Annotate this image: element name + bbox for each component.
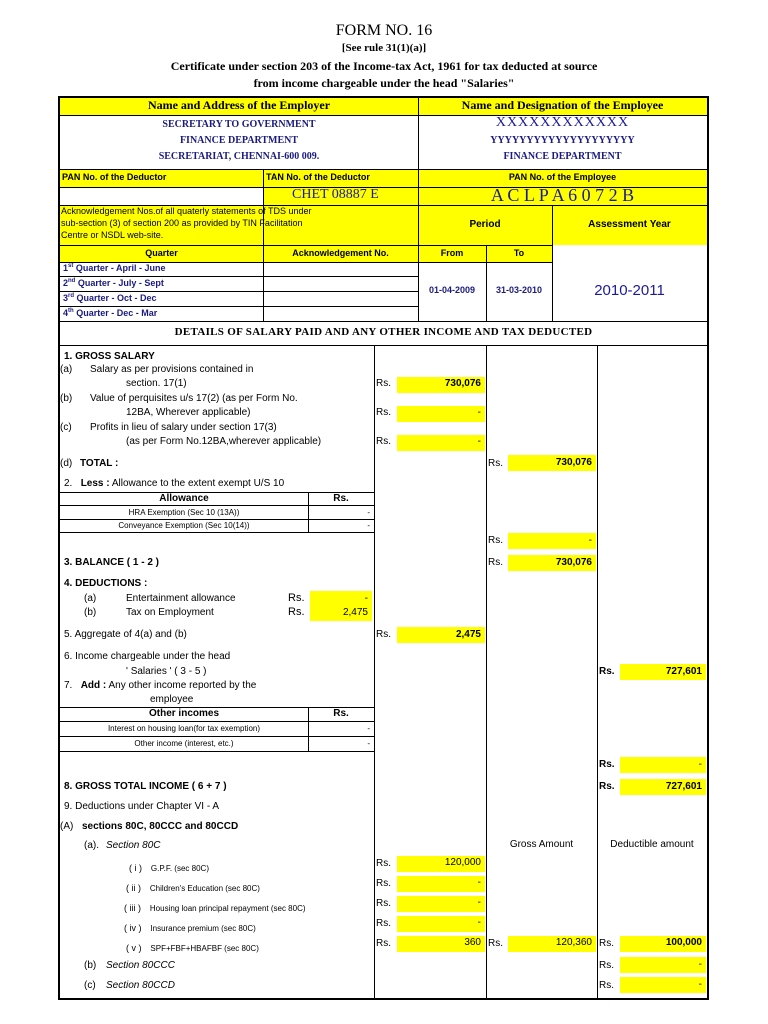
quarter-2: 2nd Quarter - July - Sept [63,278,164,288]
housing-interest-label: Interest on housing loan(for tax exemption) [107,724,261,733]
gross-amount-header: Gross Amount [509,839,574,850]
section-80ccd-label: Section 80CCD [106,980,175,991]
tax-on-employment-value: 2,475 [342,607,368,618]
other-incomes-header: Other incomes [148,708,220,719]
section-80ccd-marker: (c) [84,980,96,991]
pan-deductor-label: PAN No. of the Deductor [62,172,167,182]
rule [60,291,418,292]
allowance-rs-header: Rs. [333,493,349,504]
balance-label: 3. BALANCE ( 1 - 2 ) [64,557,160,568]
rs-label: Rs. [376,378,391,389]
rs-label: Rs. [376,407,391,418]
pan-employee-value: A C L P A 6 0 7 2 B [490,185,635,205]
rule [60,532,374,533]
salary-b-marker: (b) [60,393,73,404]
gpf-value: 120,000 [444,857,481,868]
tan-deductor-value: CHET 08887 E [292,187,379,202]
rule [60,276,418,277]
hra-exemption-value: - [367,508,370,517]
salary-b-line-2: 12BA, Wherever applicable) [126,407,251,418]
form-title: FORM NO. 16 [335,22,433,39]
employer-line-2: FINANCE DEPARTMENT [179,135,299,146]
rs-label: Rs. [488,938,503,949]
section-80ccd-value: - [698,979,702,990]
rs-label: Rs. [376,436,391,447]
rule [374,345,375,998]
deductions-label: 4. DEDUCTIONS : [64,578,148,589]
period-from-value: 01-04-2009 [428,285,476,295]
gross-total-income-label: 8. GROSS TOTAL INCOME ( 6 + 7 ) [64,781,227,792]
salary-b-line-1: Value of perquisites u/s 17(2) (as per Form No. [90,393,298,404]
pan-employee-label: PAN No. of the Employee [508,172,617,182]
income-chargeable-value: 727,601 [665,666,702,677]
childrens-education-value: - [477,877,481,888]
rule [60,245,552,246]
rs-label: Rs. [376,878,391,889]
ack-text-line-2: sub-section (3) of section 200 as provided by TIN Facilitation [61,218,303,228]
rs-label: Rs. [288,592,305,604]
employee-department: FINANCE DEPARTMENT [503,151,622,162]
insurance-premium-row: ( iv ) Insurance premium (sec 80C) [124,923,256,933]
income-chargeable-line-2: ' Salaries ' ( 3 - 5 ) [126,666,207,677]
allowance-total-value: - [588,535,592,546]
gross-total-income-value: 727,601 [665,781,702,792]
assessment-year-label: Assessment Year [588,219,671,230]
section-a-marker: (A) [60,821,74,832]
salary-c-marker: (c) [60,422,72,433]
ack-text-line-3: Centre or NSDL web-site. [61,230,164,240]
salary-a-line-1: Salary as per provisions contained in [90,364,254,375]
spf-row: ( v ) SPF+FBF+HBAFBF (sec 80C) [126,943,259,953]
rs-label: Rs. [488,535,503,546]
insurance-premium-value: - [477,917,481,928]
rule [60,721,374,722]
profits-value: - [477,436,481,447]
rs-label: Rs. [376,918,391,929]
income-chargeable-line-1: 6. Income chargeable under the head [64,651,231,662]
salary-a-marker: (a) [60,364,73,375]
rs-label: Rs. [488,458,503,469]
section-80ccc-marker: (b) [84,960,97,971]
gross-salary-label: 1. GROSS SALARY [64,351,155,362]
tax-on-employment-label: Tax on Employment [126,607,214,618]
spf-value: 360 [464,937,481,948]
chapter-6a-label: 9. Deductions under Chapter VI - A [64,801,220,812]
quarter-1: 1st Quarter - April - June [63,263,166,273]
section-80c-gross-total-value: 120,360 [555,937,592,948]
housing-loan-row: ( iii ) Housing loan principal repayment (sec 80C) [124,903,306,913]
salary-d-marker: (d) [60,458,73,469]
ack-no-label: Acknowledgement No. [292,248,389,258]
employer-label: Name and Address of the Employer [147,98,331,112]
assessment-year-value: 2010-2011 [594,282,665,299]
housing-interest-value: - [367,724,370,733]
add-line-2: employee [150,694,194,705]
other-incomes-rs-header: Rs. [333,708,349,719]
section-80c-80ccc-80ccd-label: sections 80C, 80CCC and 80CCD [82,821,239,832]
other-income-label: Other income (interest, etc.) [134,739,234,748]
allowance-header: Allowance [159,493,209,504]
to-label: To [513,248,525,258]
less-row: 2. Less : Allowance to the extent exempt U/S 10 [64,478,285,489]
details-title: DETAILS OF SALARY PAID AND ANY OTHER INCOME AND TAX DEDUCTED [174,326,593,338]
salary-c-line-2: (as per Form No.12BA,wherever applicable) [126,436,322,447]
deduction-b-marker: (b) [84,607,97,618]
form-rule: [See rule 31(1)(a)] [341,42,427,54]
salary-17-1-value: 730,076 [444,378,481,389]
perquisites-value: - [477,407,481,418]
conveyance-exemption-value: - [367,521,370,530]
rs-label: Rs. [599,938,614,949]
employee-name: XXXXXXXXXXXX [495,115,630,130]
childrens-education-row: ( ii ) Children's Education (sec 80C) [126,883,260,893]
rs-label: Rs. [599,960,614,971]
rule [60,751,374,752]
deduction-a-marker: (a) [84,593,97,604]
section-80c-label: Section 80C [106,840,161,851]
quarter-3: 3rd Quarter - Oct - Dec [63,293,157,303]
section-80ccc-label: Section 80CCC [106,960,175,971]
entertainment-allowance-value: - [364,593,368,604]
rule [60,321,707,322]
other-income-total-value: - [698,759,702,770]
period-label: Period [469,219,501,230]
conveyance-exemption-label: Conveyance Exemption (Sec 10(14)) [118,521,250,530]
rs-label: Rs. [376,858,391,869]
employer-line-3: SECRETARIAT, CHENNAI-600 009. [158,151,320,162]
gross-total-salary-value: 730,076 [555,457,592,468]
section-80ccc-value: - [698,959,702,970]
period-to-value: 31-03-2010 [495,285,543,295]
tan-deductor-label: TAN No. of the Deductor [266,172,370,182]
rule [60,169,707,170]
rule [60,345,707,346]
add-row: 7. Add : Any other income reported by the [64,680,257,691]
quarter-4: 4th Quarter - Dec - Mar [63,308,158,318]
rs-label: Rs. [376,629,391,640]
rule [486,345,487,998]
salary-a-line-2: section. 17(1) [126,378,187,389]
rs-label: Rs. [488,557,503,568]
employer-line-1: SECRETARY TO GOVERNMENT [162,119,316,130]
rs-label: Rs. [599,666,615,677]
balance-value: 730,076 [555,557,592,568]
entertainment-allowance-label: Entertainment allowance [126,593,236,604]
quarter-label: Quarter [145,248,178,258]
certificate-line-1: Certificate under section 203 of the Income-tax Act, 1961 for tax deducted at source [170,59,598,73]
rs-label: Rs. [376,938,391,949]
rule [60,519,374,520]
section-80c-marker: (a). [84,840,99,851]
rule [60,306,418,307]
rule [597,345,598,998]
rs-label: Rs. [288,606,305,618]
rs-label: Rs. [599,980,614,991]
rule [60,736,374,737]
rs-label: Rs. [376,898,391,909]
ack-text-line-1: Acknowledgement Nos.of all quaterly statements of TDS under [61,206,312,216]
aggregate-value: 2,475 [455,629,481,640]
rule [60,505,374,506]
other-income-value: - [367,739,370,748]
employee-line-2: YYYYYYYYYYYYYYYYYYYY [490,135,635,146]
employee-label: Name and Designation of the Employee [461,98,664,112]
gpf-row: ( i ) G.P.F. (sec 80C) [129,863,209,873]
salary-c-line-1: Profits in lieu of salary under section 17(3) [90,422,277,433]
rs-label: Rs. [599,781,615,792]
deductible-amount-header: Deductible amount [610,839,694,850]
from-label: From [440,248,464,258]
total-label: TOTAL : [80,458,119,469]
section-80c-deductible-value: 100,000 [665,937,702,948]
certificate-line-2: from income chargeable under the head "Salaries" [253,76,515,90]
hra-exemption-label: HRA Exemption (Sec 10 (13A)) [128,508,240,517]
aggregate-label: 5. Aggregate of 4(a) and (b) [64,629,187,640]
housing-loan-value: - [477,897,481,908]
rs-label: Rs. [599,759,615,770]
